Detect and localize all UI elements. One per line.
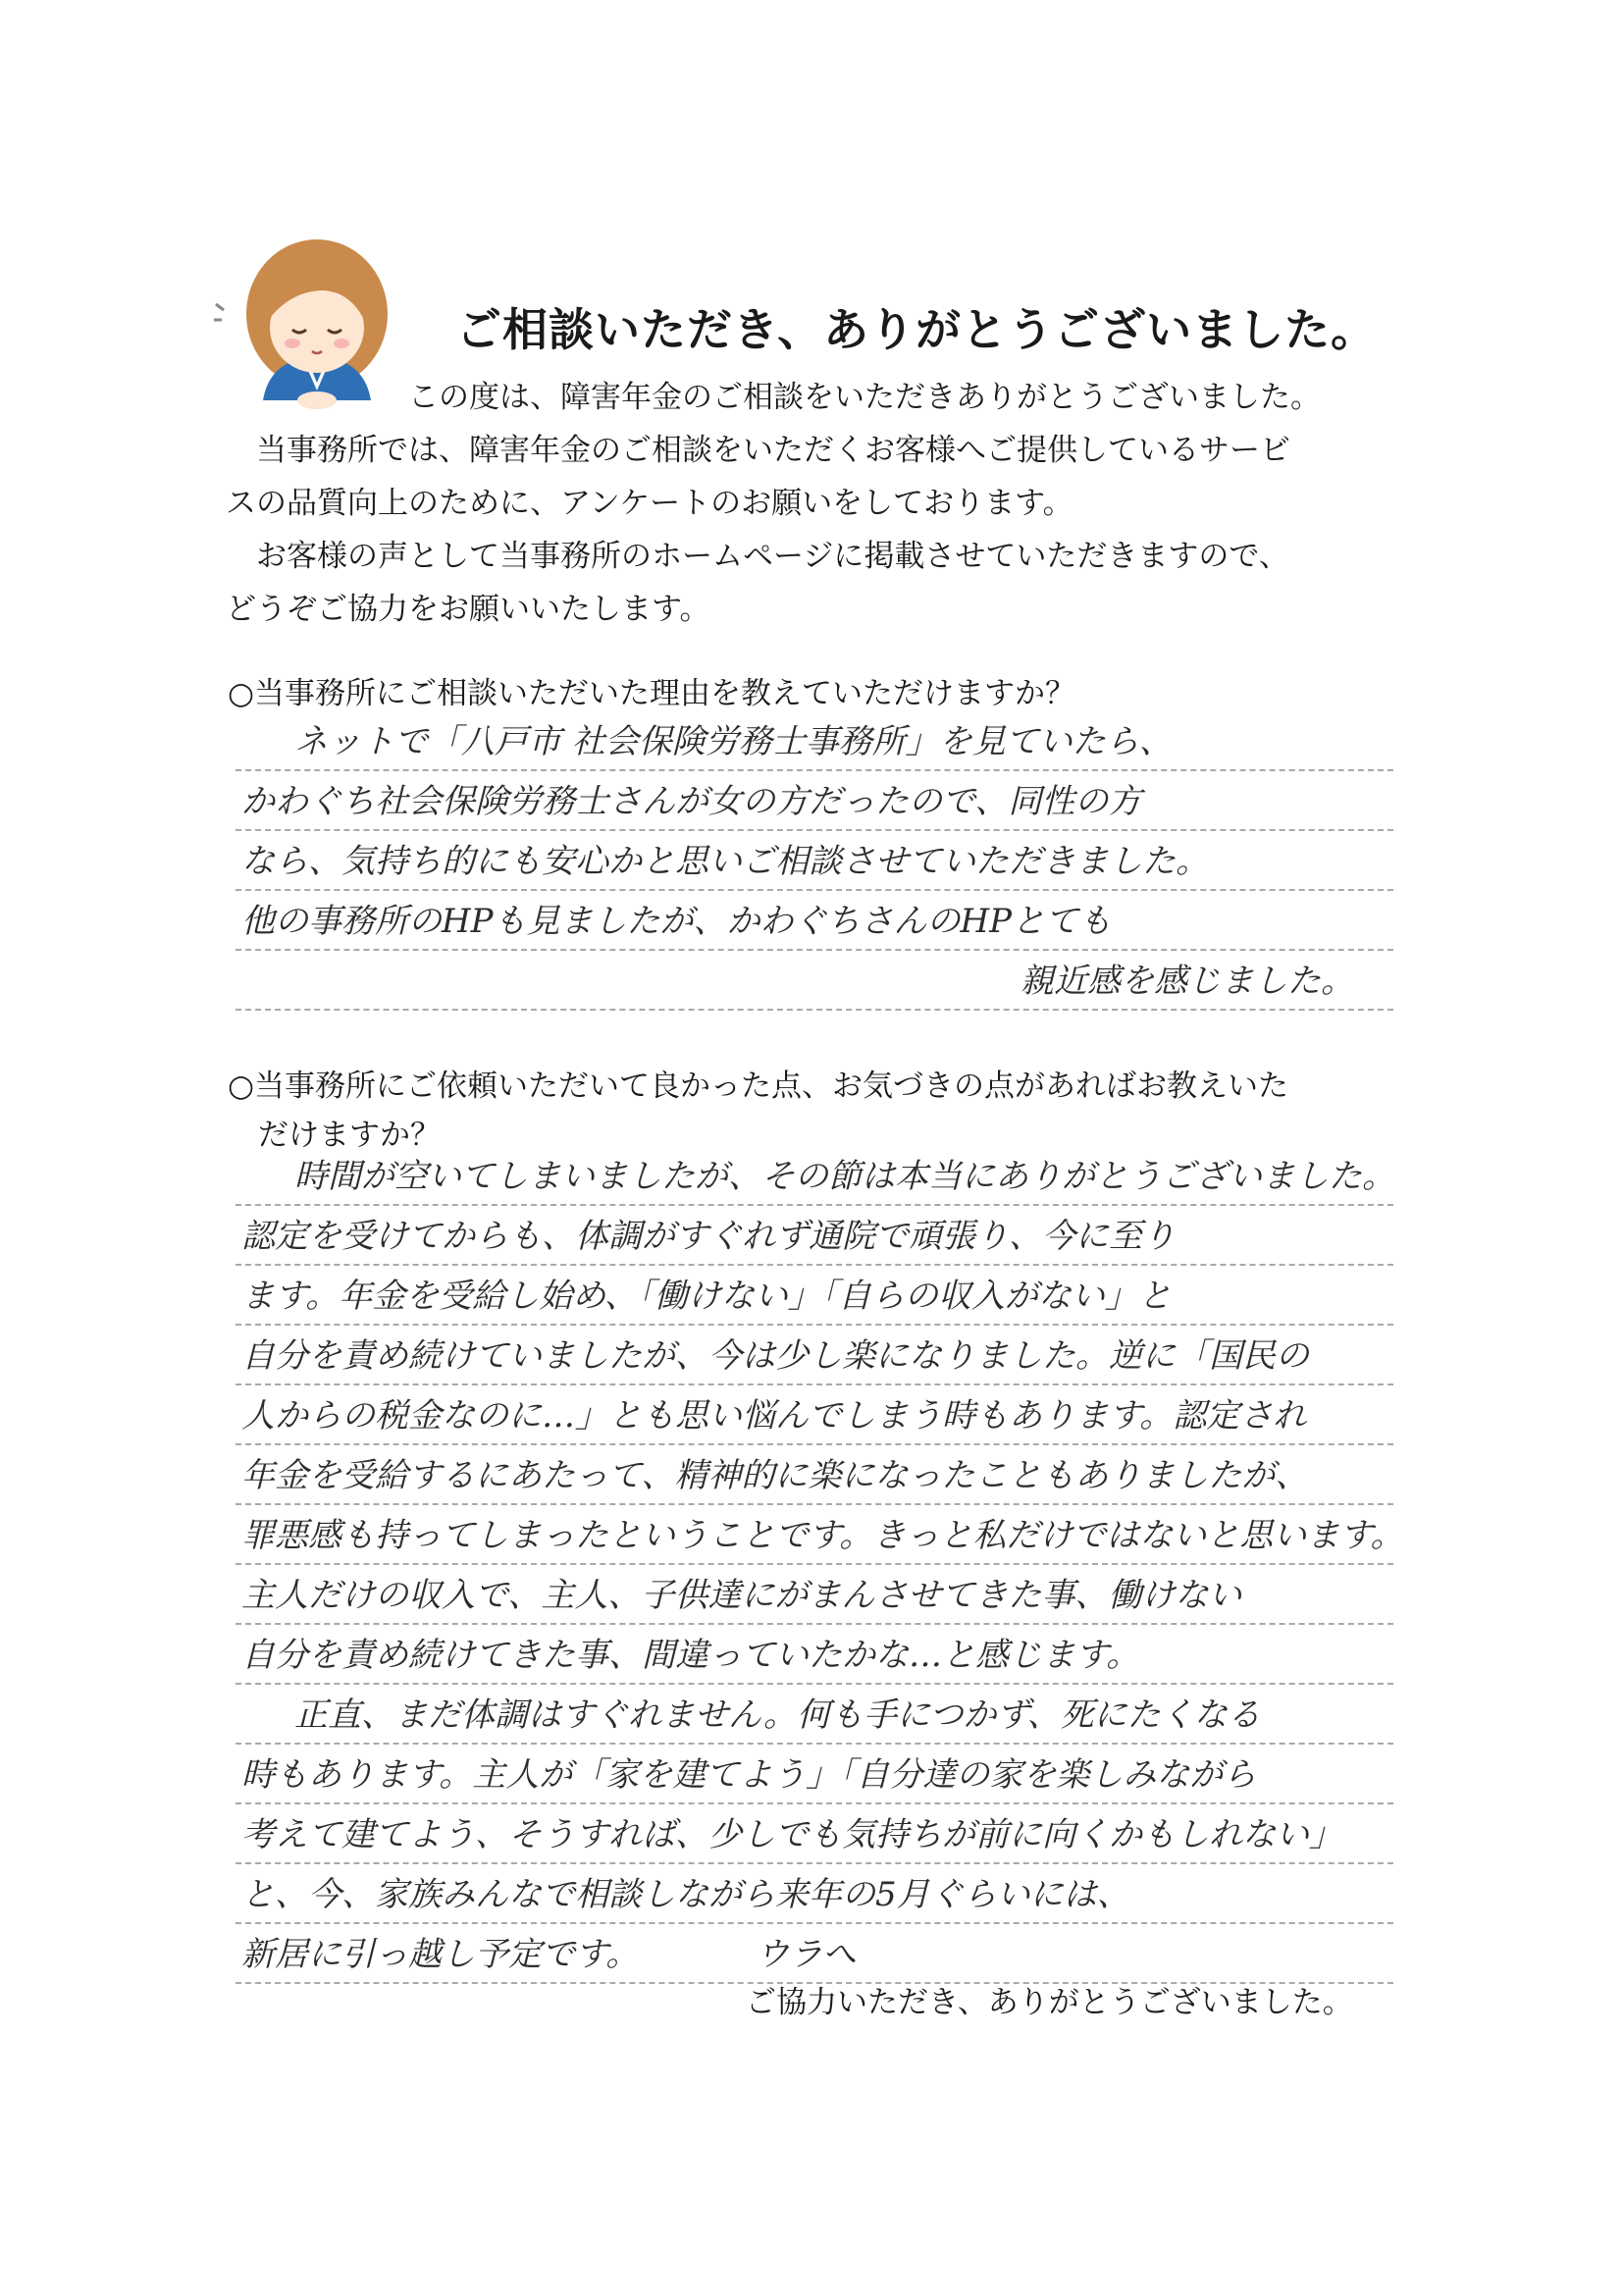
answer-2-line: 主人だけの収入で、主人、子供達にがまんさせてきた事、働けない — [236, 1565, 1393, 1625]
intro-line: 当事務所では、障害年金のご相談をいただくお客様へご提供しているサービ — [226, 433, 1290, 468]
intro-line: スの品質向上のために、アンケートのお願いをしております。 — [226, 486, 1073, 521]
answer-2-line: 時もあります。主人が「家を建てよう」「自分達の家を楽しみながら — [236, 1745, 1393, 1804]
answer-2-line: 人からの税金なのに…」とも思い悩んでしまう時もあります。認定され — [236, 1385, 1393, 1445]
answer-2-line: 正直、まだ体調はすぐれません。何も手につかず、死にたくなる — [236, 1685, 1393, 1745]
answer-2-line: 罪悪感も持ってしまったということです。きっと私だけではないと思います。 — [236, 1505, 1393, 1565]
answer-1-line: 他の事務所のHPも見ましたが、かわぐちさんのHPとても — [236, 891, 1393, 951]
answer-2-line: ます。年金を受給し始め、「働けない」「自らの収入がない」と — [236, 1266, 1393, 1326]
answer-2-line: と、今、家族みんなで相談しながら来年の5月ぐらいには、 — [236, 1864, 1393, 1924]
question-2-line-2: だけますか？ — [228, 1118, 441, 1153]
answer-1-line: ネットで「八戸市 社会保険労務士事務所」を見ていたら、 — [236, 711, 1393, 771]
question-2-line-1: ○当事務所にご依頼いただいて良かった点、お気づきの点があればお教えいた — [228, 1069, 1289, 1104]
answer-2-line: 新居に引っ越し予定です。 ウラへ — [236, 1924, 1393, 1984]
closing-text: ご協力いただき、ありがとうございました。 — [746, 1985, 1353, 2020]
answer-2-line: 認定を受けてからも、体調がすぐれず通院で頑張り、今に至り — [236, 1206, 1393, 1266]
intro-line: お客様の声として当事務所のホームページに掲載させていただきますので、 — [226, 539, 1289, 574]
answer-2-line: 考えて建てよう、そうすれば、少しでも気持ちが前に向くかもしれない」 — [236, 1804, 1393, 1864]
answer-1-line: かわぐち社会保険労務士さんが女の方だったので、同性の方 — [236, 771, 1393, 831]
answer-2-line: 時間が空いてしまいましたが、その節は本当にありがとうございました。 — [236, 1146, 1393, 1206]
page-title: ご相談いただき、ありがとうございました。 — [456, 303, 1378, 356]
intro-text — [226, 371, 1403, 636]
intro-line: どうぞご協力をお願いいたします。 — [226, 592, 710, 627]
answer-1-line: なら、気持ち的にも安心かと思いご相談させていただきました。 — [236, 831, 1393, 891]
answer-2 — [236, 1146, 1404, 1984]
answer-1 — [236, 711, 1393, 1011]
answer-1-line: 親近感を感じました。 — [236, 951, 1393, 1011]
answer-2-line: 自分を責め続けてきた事、間違っていたかな…と感じます。 — [236, 1625, 1393, 1685]
answer-2-line: 自分を責め続けていましたが、今は少し楽になりました。逆に「国民の — [236, 1326, 1393, 1385]
intro-line: この度は、障害年金のご相談をいただきありがとうございました。 — [226, 380, 1321, 415]
answer-2-line: 年金を受給するにあたって、精神的に楽になったこともありましたが、 — [236, 1445, 1393, 1505]
question-1: ○当事務所にご相談いただいた理由を教えていただけますか？ — [228, 676, 1076, 711]
